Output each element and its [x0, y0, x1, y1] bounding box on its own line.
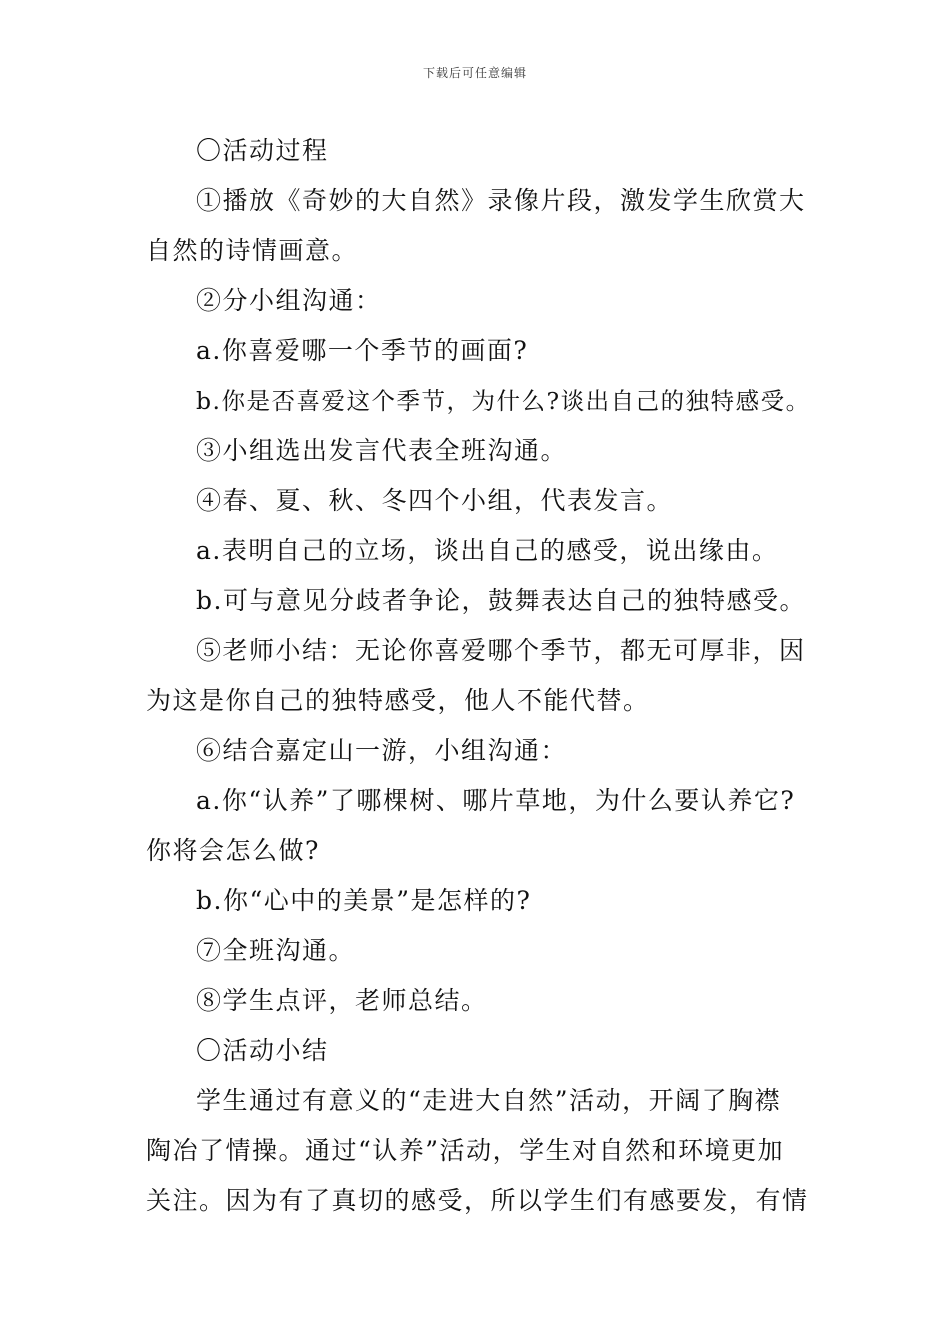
- document-body: [146, 126, 814, 1226]
- paragraph-line: 自然的诗情画意。: [146, 236, 359, 265]
- paragraph-line: 你将会怎么做?: [146, 836, 320, 865]
- paragraph-line: 关注。因为有了真切的感受，所以学生们有感要发，有情: [146, 1186, 809, 1215]
- paragraph-line: b.可与意见分歧者争论，鼓舞表达自己的独特感受。: [196, 586, 806, 615]
- paragraph-line: b.你“心中的美景”是怎样的?: [196, 886, 532, 915]
- paragraph-line: 陶冶了情操。通过“认养”活动，学生对自然和环境更加: [146, 1136, 785, 1165]
- paragraph-line: ①播放《奇妙的大自然》录像片段，激发学生欣赏大: [196, 186, 806, 215]
- section-heading-process: 〇活动过程: [196, 136, 329, 165]
- paragraph-line: a.你喜爱哪一个季节的画面?: [196, 336, 529, 365]
- section-heading-summary: 〇活动小结: [196, 1036, 329, 1065]
- paragraph-line: ⑥结合嘉定山一游，小组沟通：: [196, 736, 568, 765]
- page-header: 下载后可任意编辑: [422, 66, 527, 80]
- paragraph-line: b.你是否喜爱这个季节，为什么?谈出自己的独特感受。: [196, 387, 811, 415]
- paragraph-line: a.你“认养”了哪棵树、哪片草地，为什么要认养它?: [196, 786, 796, 815]
- paragraph-line: ⑦全班沟通。: [196, 936, 356, 965]
- paragraph-line: a.表明自己的立场，谈出自己的感受，说出缘由。: [196, 536, 779, 565]
- paragraph-line: ⑤老师小结：无论你喜爱哪个季节，都无可厚非，因: [196, 636, 806, 665]
- paragraph-line: ④春、夏、秋、冬四个小组，代表发言。: [196, 486, 674, 515]
- paragraph-line: 学生通过有意义的“走进大自然”活动，开阔了胸襟: [196, 1086, 782, 1115]
- paragraph-line: ③小组选出发言代表全班沟通。: [196, 436, 568, 465]
- paragraph-line: ②分小组沟通：: [196, 286, 382, 315]
- paragraph-line: ⑧学生点评，老师总结。: [196, 986, 488, 1015]
- paragraph-line: 为这是你自己的独特感受，他人不能代替。: [146, 686, 650, 715]
